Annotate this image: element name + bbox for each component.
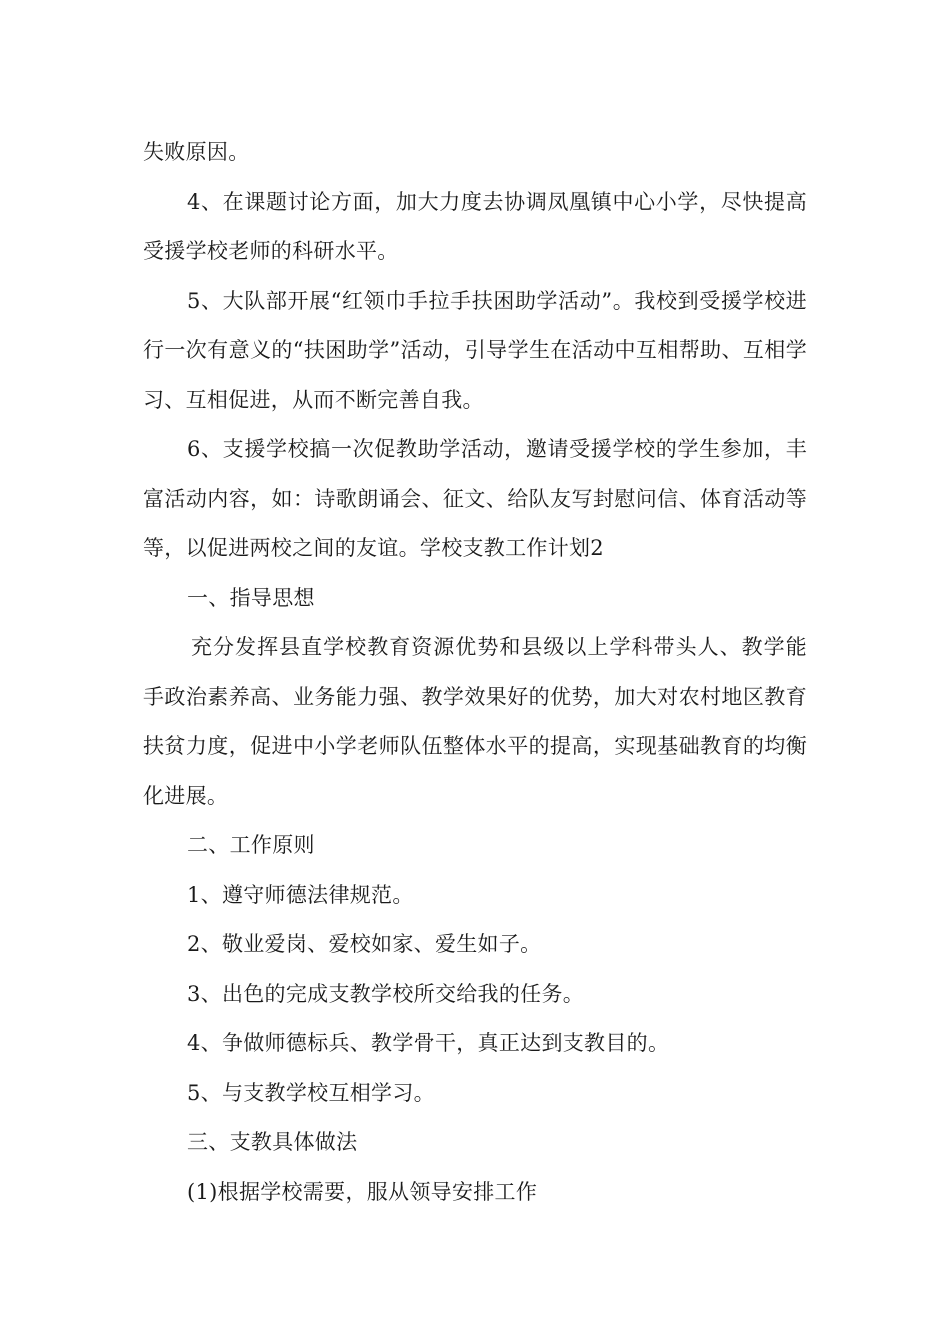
section-heading-methods: 三、支教具体做法 bbox=[187, 1130, 358, 1154]
principle-item-5: 5、与支教学校互相学习。 bbox=[187, 1080, 435, 1105]
paragraph-item-4: 4、在课题讨论方面，加大力度去协调凤凰镇中心小学，尽快提高受援学校老师的科研水平。 bbox=[143, 189, 807, 263]
section-heading-work-principles: 二、工作原则 bbox=[187, 833, 315, 857]
section-heading-guiding-ideas: 一、指导思想 bbox=[187, 585, 315, 610]
principle-item-3: 3、出色的完成支教学校所交给我的任务。 bbox=[187, 981, 585, 1006]
paragraph-item-5: 5、大队部开展“红领巾手拉手扶困助学活动”。我校到受援学校进行一次有意义的“扶困助学”活动，引导学生在活动中互相帮助、互相学习、互相促进，从而不断完善自我。 bbox=[143, 288, 807, 412]
paragraph-continuation: 失败原因。 bbox=[143, 140, 250, 164]
paragraph-guiding-ideas: 充分发挥县直学校教育资源优势和县级以上学科带头人、教学能手政治素养高、业务能力强、教学效果好的优势，加大对农村地区教育扶贫力度，促进中小学老师队伍整体水平的提高，实现基础教育的均衡化进展。 bbox=[143, 635, 807, 808]
principle-item-1: 1、遵守师德法律规范。 bbox=[187, 882, 414, 907]
principle-item-2: 2、敬业爱岗、爱校如家、爱生如子。 bbox=[187, 932, 542, 956]
method-item-1: (1)根据学校需要，服从领导安排工作 bbox=[187, 1179, 538, 1204]
principle-item-4: 4、争做师德标兵、教学骨干，真正达到支教目的。 bbox=[187, 1031, 670, 1055]
document-body bbox=[143, 128, 807, 1217]
paragraph-item-6: 6、支援学校搞一次促教助学活动，邀请受援学校的学生参加，丰富活动内容，如：诗歌朗诵会、征文、给队友写封慰问信、体育活动等等，以促进两校之间的友谊。学校支教工作计划2 bbox=[143, 437, 807, 560]
